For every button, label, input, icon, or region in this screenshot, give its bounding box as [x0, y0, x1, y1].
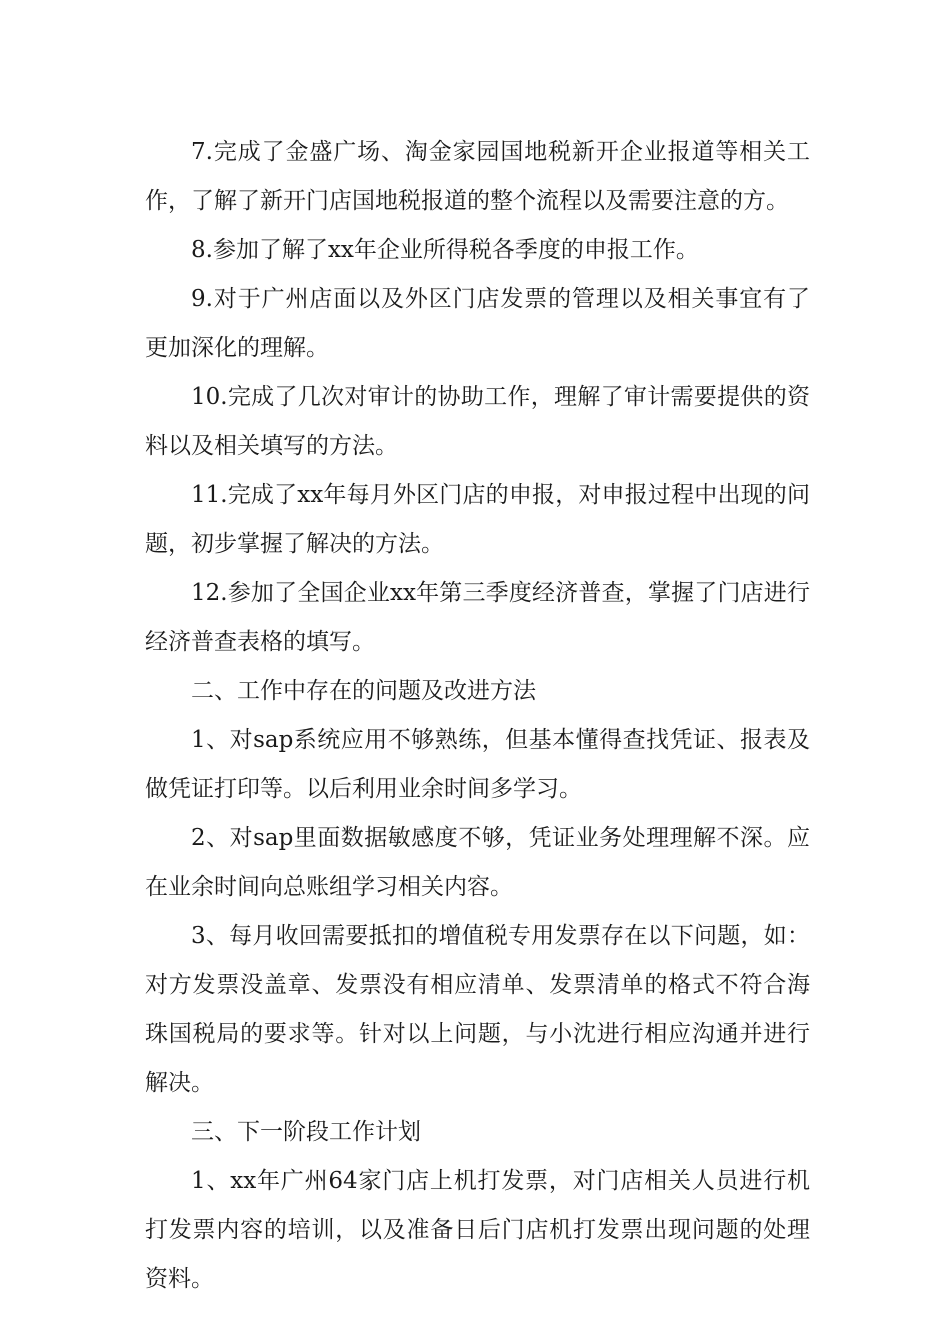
- paragraph-item-8: 8.参加了解了xx年企业所得税各季度的申报工作。: [191, 237, 699, 263]
- plan-item-1: 1、xx年广州64家门店上机打发票，对门店相关人员进行机打发票内容的培训，以及准备日后门店机打发票出现问题的处理资料。: [145, 1168, 810, 1292]
- paragraph-item-7: 7.完成了金盛广场、淘金家园国地税新开企业报道等相关工作，了解了新开门店国地税报道的整个流程以及需要注意的方。: [145, 139, 810, 214]
- section-heading-plan: 三、下一阶段工作计划: [191, 1119, 421, 1145]
- problem-item-2: 2、对sap里面数据敏感度不够，凭证业务处理理解不深。应在业余时间向总账组学习相关内容。: [145, 825, 810, 900]
- paragraph-item-10: 10.完成了几次对审计的协助工作，理解了审计需要提供的资料以及相关填写的方法。: [145, 384, 810, 459]
- problem-item-1: 1、对sap系统应用不够熟练，但基本懂得查找凭证、报表及做凭证打印等。以后利用业余时间多学习。: [145, 727, 810, 802]
- document-body: [145, 128, 810, 1304]
- paragraph-item-11: 11.完成了xx年每月外区门店的申报，对申报过程中出现的问题，初步掌握了解决的方法。: [145, 482, 810, 557]
- paragraph-item-12: 12.参加了全国企业xx年第三季度经济普查，掌握了门店进行经济普查表格的填写。: [145, 580, 810, 655]
- section-heading-problems: 二、工作中存在的问题及改进方法: [191, 678, 536, 704]
- paragraph-item-9: 9.对于广州店面以及外区门店发票的管理以及相关事宜有了更加深化的理解。: [145, 286, 810, 361]
- problem-item-3: 3、每月收回需要抵扣的增值税专用发票存在以下问题，如：对方发票没盖章、发票没有相应清单、发票清单的格式不符合海珠国税局的要求等。针对以上问题，与小沈进行相应沟通并进行解决。: [145, 923, 810, 1096]
